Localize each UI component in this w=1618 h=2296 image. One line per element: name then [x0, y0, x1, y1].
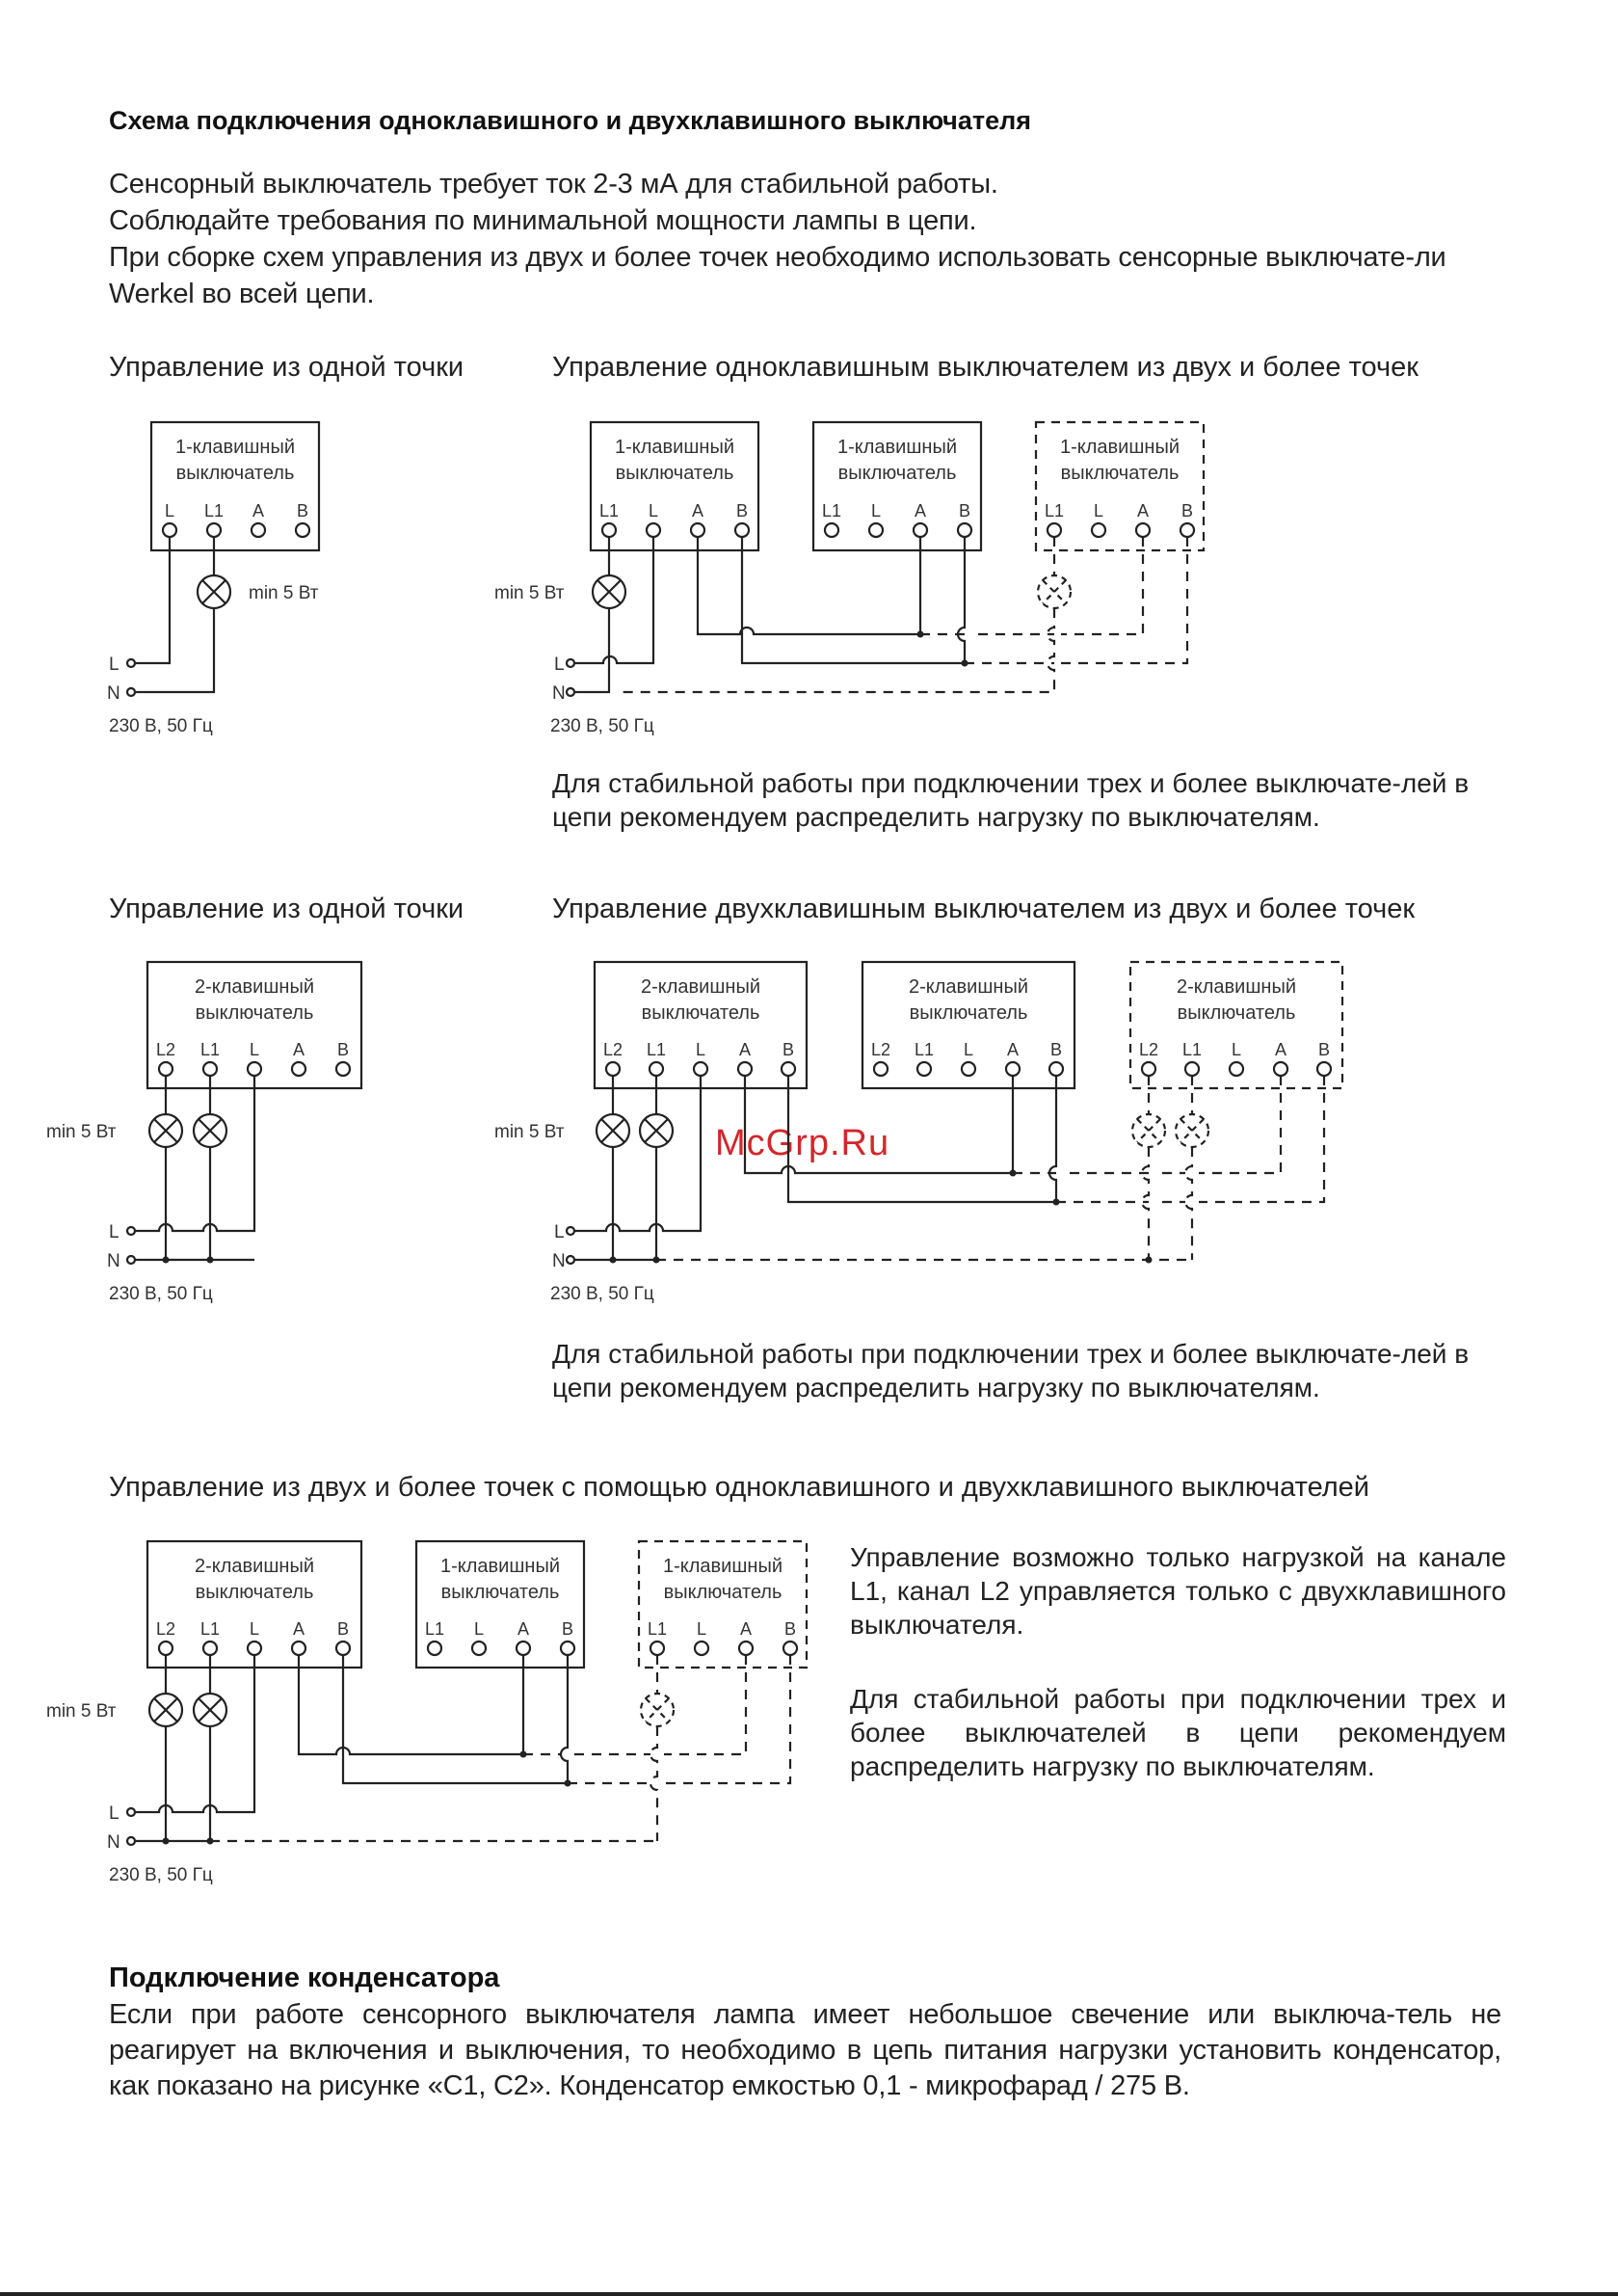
caption-one-point-2: Управление из одной точки	[109, 894, 464, 924]
intro-line-power: Соблюдайте требования по минимальной мощности лампы в цепи.	[109, 205, 977, 236]
diagram-multi-single	[494, 422, 1204, 736]
terminal-label: L2	[870, 1040, 891, 1059]
switch-type-label: 2-клавишный	[195, 1556, 314, 1577]
terminal-label: L	[164, 501, 175, 521]
terminal-label: L2	[1138, 1040, 1159, 1059]
switch-name-label: выключатель	[1060, 463, 1180, 484]
caption-one-point-1: Управление из одной точки	[109, 352, 464, 383]
switch-name-label: выключатель	[663, 1582, 782, 1603]
note-distribute-load-2: Для стабильной работы при подключении трех и более выключате-лей в цепи рекомендуем распределить нагрузку по выключателям.	[552, 1339, 1470, 1402]
terminal	[252, 523, 265, 537]
lamp-icon	[149, 1694, 182, 1726]
lamp-icon	[593, 575, 625, 608]
line-l-label: L	[554, 654, 565, 675]
note-distribute-load-3: Для стабильной работы при подключении трех и более выключателей в цепи рекомендуем распределить нагрузку по выключателям.	[850, 1684, 1506, 1781]
terminal-label: L	[1093, 501, 1104, 521]
terminal-label: L	[249, 1619, 260, 1639]
lamp-icon	[194, 1694, 226, 1726]
terminal-label: L1	[199, 1040, 221, 1059]
terminal-label: B	[735, 501, 749, 521]
terminal-label: L1	[199, 1619, 221, 1639]
terminal-label: B	[958, 501, 971, 521]
line-l-label: L	[109, 1222, 119, 1242]
terminal-label: B	[561, 1619, 574, 1639]
note-l1-only: Управление возможно только нагрузкой на канале L1, канал L2 управляется только с двухклавишного выключателя.	[850, 1542, 1506, 1640]
terminal-label: A	[1006, 1040, 1020, 1059]
switch-type-label: 2-клавишный	[909, 976, 1028, 998]
line-l-label: L	[554, 1222, 565, 1242]
terminal-label: L	[1231, 1040, 1242, 1059]
terminal-label: B	[336, 1619, 350, 1639]
lamp-icon	[640, 1114, 673, 1147]
min-power-label: min 5 Вт	[46, 1122, 117, 1142]
switch-type-label: 2-клавишный	[195, 976, 314, 998]
line-n-label: N	[107, 683, 120, 704]
switch-type-label: 1-клавишный	[615, 437, 734, 458]
line-n-label: N	[552, 683, 566, 704]
terminal-label: L1	[647, 1619, 668, 1639]
terminal-label: L	[648, 501, 659, 521]
capacitor-heading: Подключение конденсатора	[109, 1962, 500, 1993]
intro-line-current: Сенсорный выключатель требует ток 2-3 мА для стабильной работы.	[109, 169, 998, 200]
terminal-label: L	[695, 1040, 706, 1059]
terminal-label: L1	[598, 501, 620, 521]
terminal-label: B	[296, 501, 309, 521]
lamp-icon	[194, 1114, 226, 1147]
terminal-label: B	[1049, 1040, 1063, 1059]
terminal-label: A	[914, 501, 927, 521]
switch-name-label: выключатель	[615, 463, 734, 484]
terminal-label: L1	[424, 1619, 445, 1639]
switch-name-label: выключатель	[195, 1582, 314, 1603]
diagram-combo	[46, 1541, 807, 1885]
terminal-label: L2	[155, 1040, 176, 1059]
terminal-label: A	[252, 501, 265, 521]
switch-type-label: 1-клавишный	[663, 1556, 782, 1577]
terminal-label: L	[249, 1040, 260, 1059]
line-l-label: L	[109, 654, 119, 675]
lamp-icon	[597, 1114, 629, 1147]
terminal	[163, 523, 176, 537]
switch-type-label: 1-клавишный	[175, 437, 295, 458]
diagram-one-point-double	[46, 962, 361, 1304]
line-n-label: N	[107, 1832, 120, 1853]
terminal-label: L1	[914, 1040, 935, 1059]
terminal-label: A	[691, 501, 704, 521]
terminal-label: L	[696, 1619, 707, 1639]
page-title: Схема подключения одноклавишного и двухклавишного выключателя	[109, 106, 1032, 135]
terminal-label: B	[783, 1619, 797, 1639]
terminal-label: L1	[646, 1040, 667, 1059]
terminal	[207, 523, 221, 537]
switch-type-label: 1-клавишный	[440, 1556, 560, 1577]
line-l-label: L	[109, 1803, 119, 1824]
terminal-label: L2	[155, 1619, 176, 1639]
terminal-label: A	[739, 1619, 753, 1639]
min-power-label: min 5 Вт	[46, 1701, 117, 1722]
line-n-label: N	[552, 1251, 566, 1271]
caption-multi-single: Управление одноклавишным выключателем из двух и более точек	[552, 352, 1419, 383]
optional-lamp-icon	[1132, 1114, 1165, 1147]
terminal-label: B	[336, 1040, 350, 1059]
supply-label: 230 В, 50 Гц	[109, 716, 213, 736]
switch-type-label: 2-клавишный	[641, 976, 760, 998]
terminal	[296, 523, 309, 537]
caption-combo: Управление из двух и более точек с помощью одноклавишного и двухклавишного выключателей	[109, 1472, 1370, 1503]
terminal-label: B	[1180, 501, 1194, 521]
terminal-label: A	[292, 1040, 305, 1059]
switch-name-label: выключатель	[837, 463, 957, 484]
switch-name-label: выключатель	[195, 1002, 314, 1024]
terminal-label: A	[738, 1040, 752, 1059]
terminal-label: L1	[1181, 1040, 1203, 1059]
switch-name-label: выключатель	[1177, 1002, 1296, 1024]
terminal-label: L	[963, 1040, 974, 1059]
optional-lamp-icon	[1176, 1114, 1208, 1147]
terminal-label: A	[292, 1619, 305, 1639]
terminal-label: L1	[203, 501, 225, 521]
optional-lamp-icon	[1038, 575, 1071, 608]
switch-type-label: 1-клавишный	[1060, 437, 1180, 458]
terminal-label: L	[473, 1619, 485, 1639]
terminal-label: A	[517, 1619, 530, 1639]
terminal-label: B	[782, 1040, 795, 1059]
min-power-label: min 5 Вт	[494, 1122, 565, 1142]
lamp-icon	[149, 1114, 182, 1147]
supply-label: 230 В, 50 Гц	[109, 1284, 213, 1304]
optional-lamp-icon	[641, 1694, 674, 1726]
terminal-label: A	[1274, 1040, 1287, 1059]
switch-name-label: выключатель	[440, 1582, 560, 1603]
diagram-one-point-single	[107, 422, 319, 736]
capacitor-text: Если при работе сенсорного выключателя лампа имеет небольшое свечение или выключа-тель не реагирует на включения и выключения, то необходимо в цепь питания нагрузки установить конденсатор, как показано на рисунке «C1, C2». Конденсатор емкостью 0,1 - микрофарад / 275 В.	[109, 1999, 1501, 2101]
supply-label: 230 В, 50 Гц	[550, 1284, 654, 1304]
watermark: McGrp.Ru	[715, 1123, 890, 1163]
terminal-label: L1	[821, 501, 842, 521]
terminal-label: B	[1317, 1040, 1331, 1059]
terminal-label: L	[870, 501, 882, 521]
caption-multi-double: Управление двухклавишным выключателем из двух и более точек	[552, 894, 1416, 924]
switch-name-label: выключатель	[175, 463, 295, 484]
switch-type-label: 2-клавишный	[1177, 976, 1296, 998]
supply-label: 230 В, 50 Гц	[109, 1865, 213, 1885]
intro-line-werkel: При сборке схем управления из двух и более точек необходимо использовать сенсорные выключате-ли Werkel во всей цепи.	[109, 242, 1446, 309]
terminal-label: L2	[602, 1040, 623, 1059]
switch-name-label: выключатель	[641, 1002, 760, 1024]
switch-name-label: выключатель	[909, 1002, 1028, 1024]
lamp-icon	[198, 575, 230, 608]
supply-label: 230 В, 50 Гц	[550, 716, 654, 736]
terminal-label: A	[1136, 501, 1150, 521]
terminal-label: L1	[1044, 501, 1065, 521]
line-n-label: N	[107, 1251, 120, 1271]
diagram-multi-double	[494, 962, 1342, 1304]
switch-type-label: 1-клавишный	[837, 437, 957, 458]
min-power-label: min 5 Вт	[494, 583, 565, 603]
note-distribute-load-1: Для стабильной работы при подключении трех и более выключате-лей в цепи рекомендуем распределить нагрузку по выключателям.	[552, 768, 1470, 832]
min-power-label: min 5 Вт	[249, 583, 319, 603]
